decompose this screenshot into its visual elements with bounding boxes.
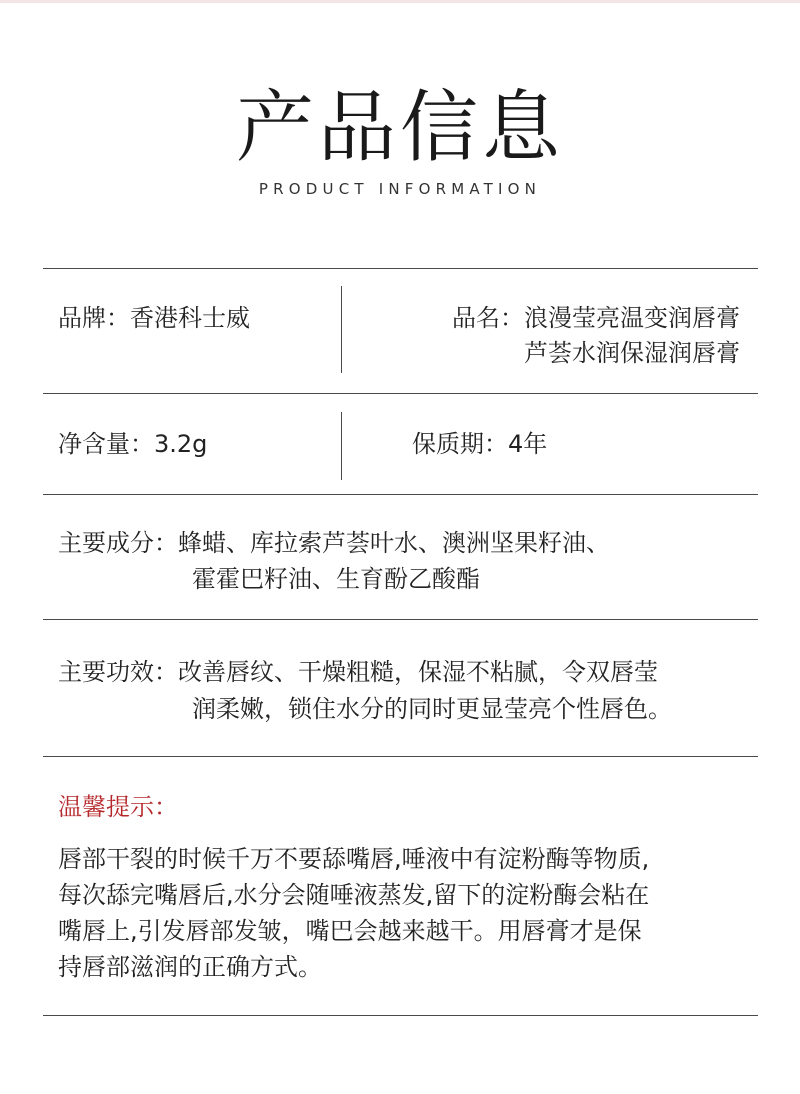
tips-line: 持唇部滋润的正确方式。: [58, 953, 322, 981]
divider-row2: [43, 494, 758, 495]
divider-row4: [43, 756, 758, 757]
tips-line: 每次舔完嘴唇后,水分会随唾液蒸发,留下的淀粉酶会粘在: [58, 881, 650, 909]
tips-title: 温馨提示：: [58, 793, 178, 821]
tips-line: 唇部干裂的时候千万不要舔嘴唇,唾液中有淀粉酶等物质,: [58, 845, 650, 873]
divider-row1: [43, 393, 758, 394]
column-divider-row1: [341, 286, 342, 373]
divider-bottom: [43, 1015, 758, 1016]
divider-row3: [43, 619, 758, 620]
page-subtitle: PRODUCT INFORMATION: [258, 180, 542, 198]
product-name-line1: 品名：浪漫莹亮温变润唇膏: [452, 304, 740, 332]
divider-top: [43, 268, 758, 269]
ingredients-line1: 主要成分：蜂蜡、库拉索芦荟叶水、澳洲坚果籽油、: [58, 529, 610, 557]
page-title: 产品信息: [235, 83, 564, 173]
column-divider-row2: [341, 412, 342, 480]
net-weight-text: 净含量：3.2g: [58, 430, 208, 458]
effects-line2: 润柔嫩，锁住水分的同时更显莹亮个性唇色。: [192, 695, 672, 723]
top-accent-bar: [0, 0, 800, 3]
brand-text: 品牌：香港科士威: [58, 304, 250, 332]
tips-line: 嘴唇上,引发唇部发皱，嘴巴会越来越干。用唇膏才是保: [58, 917, 642, 945]
effects-line1: 主要功效：改善唇纹、干燥粗糙，保湿不粘腻，令双唇莹: [58, 658, 658, 686]
ingredients-line2: 霍霍巴籽油、生育酚乙酸酯: [192, 565, 480, 593]
shelf-life-text: 保质期：4年: [412, 430, 548, 458]
product-name-line2: 芦荟水润保湿润唇膏: [524, 339, 740, 367]
